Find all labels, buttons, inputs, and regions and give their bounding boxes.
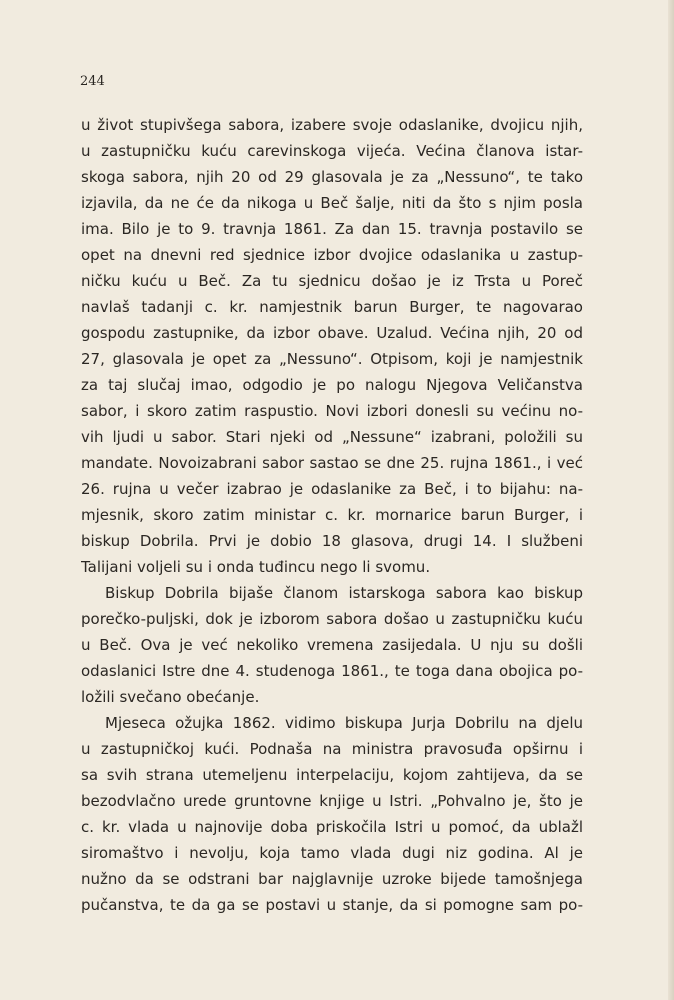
text-line: 26. rujna u večer izabrao je odaslanike za Beč, i to bijahu: na- — [81, 480, 583, 498]
text-line: sa svih strana utemeljenu interpelaciju, kojom zahtijeva, da se — [81, 766, 583, 784]
text-line: 27, glasovala je opet za „Nessuno“. Otpisom, koji je namjestnik — [81, 350, 583, 368]
text-line: bezodvlačno urede gruntovne knjige u Istri. „Pohvalno je, što je — [81, 792, 583, 810]
text-line: u život stupivšega sabora, izabere svoje odaslanike, dvojicu njih, — [81, 116, 583, 134]
text-line: sabor, i skoro zatim raspustio. Novi izbori donesli su većinu no- — [81, 402, 583, 420]
body-text — [81, 112, 583, 918]
page-edge — [668, 0, 674, 1000]
text-line: skoga sabora, njih 20 od 29 glasovala je za „Nessuno“, te tako — [81, 168, 583, 186]
text-line: Mjeseca ožujka 1862. vidimo biskupa Jurja Dobrilu na djelu — [105, 714, 583, 732]
text-line: pučanstva, te da ga se postavi u stanje, da si pomogne sam po- — [81, 896, 583, 914]
text-line: mjesnik, skoro zatim ministar c. kr. mornarice barun Burger, i — [81, 506, 583, 524]
text-line: Biskup Dobrila bijaše članom istarskoga sabora kao biskup — [105, 584, 583, 602]
text-line: ložili svečano obećanje. — [81, 688, 260, 706]
text-line: izjavila, da ne će da nikoga u Beč šalje, niti da što s njim posla — [81, 194, 583, 212]
text-line: u Beč. Ova je već nekoliko vremena zasijedala. U nju su došli — [81, 636, 583, 654]
text-line: vih ljudi u sabor. Stari njeki od „Nessune“ izabrani, položili su — [81, 428, 583, 446]
text-line: u zastupničku kuću carevinskoga vijeća. Većina članova istar- — [81, 142, 583, 160]
text-line: biskup Dobrila. Prvi je dobio 18 glasova, drugi 14. I službeni — [81, 532, 583, 550]
text-line: gospodu zastupnike, da izbor obave. Uzalud. Većina njih, 20 od — [81, 324, 583, 342]
text-line: odaslanici Istre dne 4. studenoga 1861., te toga dana obojica po- — [81, 662, 583, 680]
text-line: ničku kuću u Beč. Za tu sjednicu došao je iz Trsta u Poreč — [81, 272, 583, 290]
text-line: u zastupničkoj kući. Podnaša na ministra pravosuđa opširnu i — [81, 740, 583, 758]
text-line: c. kr. vlada u najnovije doba priskočila Istri u pomoć, da ublažl — [81, 818, 583, 836]
text-line: nužno da se odstrani bar najglavnije uzroke bijede tamošnjega — [81, 870, 583, 888]
text-line: porečko-puljski, dok je izborom sabora došao u zastupničku kuću — [81, 610, 583, 628]
text-line: siromaštvo i nevolju, koja tamo vlada dugi niz godina. Al je — [81, 844, 583, 862]
text-line: navlaš tadanji c. kr. namjestnik barun Burger, te nagovarao — [81, 298, 583, 316]
text-line: opet na dnevni red sjednice izbor dvojice odaslanika u zastup- — [81, 246, 583, 264]
text-line: mandate. Novoizabrani sabor sastao se dne 25. rujna 1861., i već — [81, 454, 583, 472]
text-line: ima. Bilo je to 9. travnja 1861. Za dan 15. travnja postavilo se — [81, 220, 583, 238]
page-number: 244 — [80, 74, 105, 89]
text-line: za taj slučaj imao, odgodio je po nalogu Njegova Veličanstva — [81, 376, 583, 394]
text-line: Talijani voljeli su i onda tuđincu nego li svomu. — [81, 558, 431, 576]
